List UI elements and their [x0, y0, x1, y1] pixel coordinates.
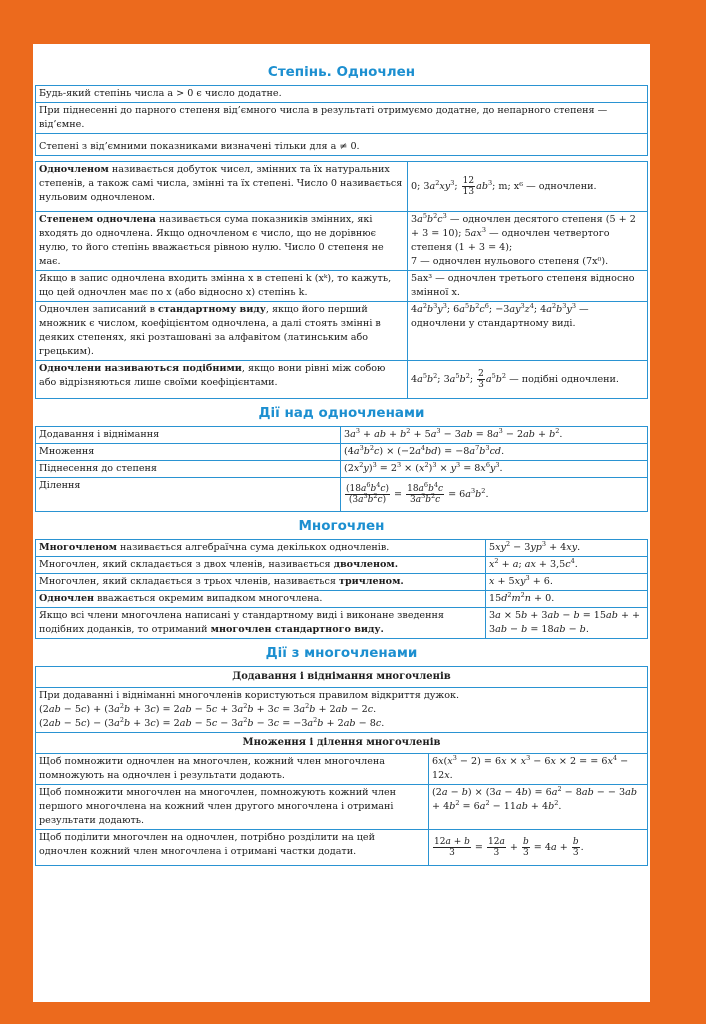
rule-even-odd: При піднесенні до парного степеня від’ємного числа в результаті отримуємо додатне, до непарного степеня — від’ємне. — [36, 103, 648, 134]
poly-by-poly-example: $(2a - b) \times (3a - 4b) = 6a^2 - 8ab$ − − $3ab + 4b^2 = 6a^2 - 11ab + 4b^2$. — [429, 785, 648, 830]
sheet-content — [35, 58, 648, 866]
monomial-degree-example: $3a^5b^2c^3$ — одночлен десятого степеня (5 + 2 + 3 = 10); $5ax^3$ — одночлен четвертого степеня (1 + 3 = 4); 7 — одночлен нульового степеня (7x⁰). — [408, 212, 648, 271]
monomial-special-def: Одночлен вважається окремим випадком многочлена. — [36, 591, 486, 608]
binomial-def: Многочлен, який складається з двох членів, називається двочленом. — [36, 557, 486, 574]
monomial-degree-def: Степенем одночлена називається сума показників змінних, які входять до одночлена. Якщо одночленом є число, що не дорівнює нулю, то його степінь вважається рівною нулю. Число 0 степеня не має. — [36, 212, 408, 271]
monomial-def: Одночленом називається добуток чисел, змінних та їх натуральних степенів, а також самі числа, змінні та їх степені. Число 0 називається нульовим одночленом. — [36, 162, 408, 212]
op-pow-label: Піднесення до степеня — [36, 461, 341, 478]
polynomial-example: $5xy^2 - 3yp^3 + 4xy$. — [486, 540, 648, 557]
trinomial-example: $x + 5xy^3 + 6$. — [486, 574, 648, 591]
op-pow-example: $(2x^2y)^3 = 2^3 \times (x^2)^3 \times y^3 = 8x^6y^3$. — [341, 461, 648, 478]
poly-by-poly-rule: Щоб помножити многочлен на многочлен, помножують кожний член першого многочлена на кожний член другого многочлена і отримані результати додають. — [36, 785, 429, 830]
monomial-var-degree-def: Якщо в запис одночлена входить змінна x в степені k (xᵏ), то кажуть, що цей одночлен має по x (або відносно x) степінь k. — [36, 271, 408, 302]
standard-form-def: Одночлен записаний в стандартному виду, якщо його перший множник є числом, коефіцієнтом одночлена, а далі стоять змінні в деяких степенях, які розташовані за алфавітом (латинським або грецьким). — [36, 302, 408, 361]
op-mul-label: Множення — [36, 444, 341, 461]
standard-polynomial-def: Якщо всі члени многочлена написані у стандартному виді і виконане зведення подібних доданків, то отриманий многочлен стандартного виду. — [36, 608, 486, 639]
section-title-monomial-ops: Дії над одночленами — [258, 405, 425, 421]
monomial-var-degree-example: 5ax³ — одночлен третього степеня відносно змінної x. — [408, 271, 648, 302]
mul-div-header: Множення і ділення многочленів — [36, 733, 648, 754]
section-title-polynomial: Многочлен — [298, 518, 385, 534]
monomial-ops-table — [35, 426, 648, 512]
op-add-example: $3a^3$ + ab + $b^2 + 5a^3 - 3ab = 8a^3 - 2ab + b^2$. — [341, 427, 648, 444]
mono-by-poly-example: $6x(x^3 - 2) = 6x \times x^3 - 6x \times 2$ = = $6x^4 - 12x$. — [429, 754, 648, 785]
similar-example: $4a^5b^2$; $3a^5b^2$; $\frac{2}{3}$ $a^5b^2$ — подібні одночлени. — [408, 361, 648, 399]
monomial-special-example: $15d^2m^2n + 0$. — [486, 591, 648, 608]
standard-form-example: $4a^2b^3y^3$; $6a^5b^2c^6$; $-3ay^3z^4$; $4a^2b^3y^3$ — одночлени у стандартному виді. — [408, 302, 648, 361]
add-sub-rule: При додаванні і відніманні многочленів користуються правилом відкриття дужок. $(2ab - 5c) + (3a^2b + 3c) = 2ab - 5c + 3a^2b + 3c = 3a^2b + 2ab - 2c$. $(2ab - 5c) - (3a^2b + 3c) = 2ab - 5c - 3a^2b - 3c = -3a^2b + 2ab - 8c$. — [36, 688, 648, 733]
mul-div-table — [35, 753, 648, 866]
power-rules-table — [35, 85, 648, 156]
binomial-example: $x^2 + a$; ax + $3,5c^4$. — [486, 557, 648, 574]
section-title-polynomial-ops: Дії з многочленами — [265, 645, 418, 661]
polynomial-table — [35, 539, 648, 639]
rule-negative-exp: Степені з від’ємними показниками визначені тільки для a ≠ 0. — [36, 134, 648, 156]
op-div-label: Ділення — [36, 478, 341, 512]
section-title-power: Степінь. Одночлен — [267, 64, 416, 80]
op-add-label: Додавання і віднімання — [36, 427, 341, 444]
add-sub-header: Додавання і віднімання многочленів — [36, 667, 648, 688]
poly-div-rule: Щоб поділити многочлен на одночлен, потрібно розділити на цей одночлен кожний член многочлена і отримані частки додати. — [36, 830, 429, 866]
monomial-example: 0; $3a^2xy^3$; $\frac{12}{13}$ $ab^3$; m; x⁶ — одночлени. — [408, 162, 648, 212]
standard-polynomial-example: 3a × 5b + 3ab − b = 15ab + + 3ab − b = 18ab − b. — [486, 608, 648, 639]
op-mul-example: $(4a^3b^2c) \times (-2a^4bd) = -8a^7b^3cd$. — [341, 444, 648, 461]
op-div-example: $\frac{(18a^6b^4c)}{(3a^3b^2c)}$ = $\frac{18a^6b^4c}{3a^3b^2c}$ = $6a^3b^2$. — [341, 478, 648, 512]
rule-positive: Будь-який степінь числа a > 0 є число додатне. — [36, 86, 648, 103]
similar-def: Одночлени називаються подібними, якщо вони рівні між собою або відрізняються лише своїми коефіцієнтами. — [36, 361, 408, 399]
reference-sheet — [33, 44, 650, 1002]
polynomial-def: Многочленом називається алгебраїчна сума декількох одночленів. — [36, 540, 486, 557]
mono-by-poly-rule: Щоб помножити одночлен на многочлен, кожний член многочлена помножують на одночлен і результати додають. — [36, 754, 429, 785]
polynomial-ops-table — [35, 666, 648, 754]
monomial-table — [35, 161, 648, 399]
trinomial-def: Многочлен, який складається з трьох членів, називається тричленом. — [36, 574, 486, 591]
poly-div-example: $\frac{12a + b}{3}$ = $\frac{12a}{3}$ + $\frac{b}{3}$ = 4a + $\frac{b}{3}$ . — [429, 830, 648, 866]
